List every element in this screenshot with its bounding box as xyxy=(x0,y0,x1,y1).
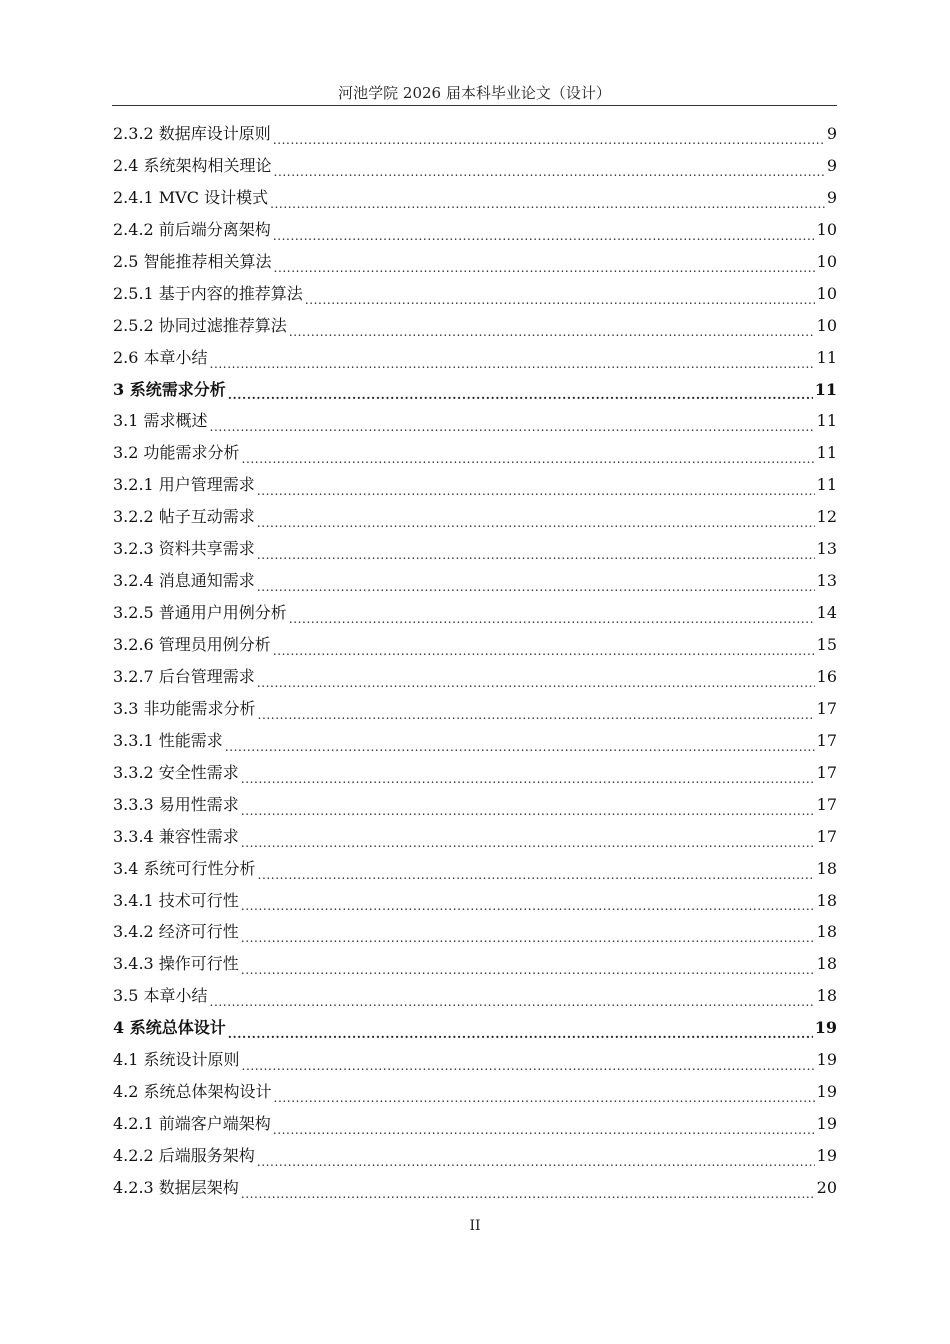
toc-entry-page-number: 10 xyxy=(816,283,837,303)
toc-entry[interactable] xyxy=(113,150,837,182)
toc-entry[interactable] xyxy=(113,821,837,853)
toc-entry[interactable] xyxy=(113,1076,837,1108)
toc-entry[interactable] xyxy=(113,725,837,757)
toc-entry-page-number: 19 xyxy=(816,1082,837,1102)
toc-entry-page-number: 17 xyxy=(816,730,837,750)
toc-entry-page-number: 18 xyxy=(816,986,837,1006)
toc-entry-label: 2.3.2 数据库设计原则 xyxy=(113,124,271,143)
toc-entry[interactable] xyxy=(113,693,837,725)
toc-entry[interactable] xyxy=(113,948,837,980)
toc-entry-label: 2.4 系统架构相关理论 xyxy=(113,155,272,175)
toc-entry-page-number: 9 xyxy=(826,187,837,207)
toc-entry-page-number: 18 xyxy=(816,954,837,974)
toc-dot-leader xyxy=(241,799,815,817)
toc-entry-page-number: 18 xyxy=(816,922,837,942)
toc-entry[interactable] xyxy=(113,342,837,374)
toc-entry-page-number: 11 xyxy=(816,443,837,463)
toc-dot-leader xyxy=(273,128,825,146)
toc-entry-page-number: 15 xyxy=(816,635,837,654)
header-rule xyxy=(112,105,837,106)
toc-entry-label: 2.5.2 协同过滤推荐算法 xyxy=(113,315,287,335)
toc-entry-page-number: 17 xyxy=(816,762,837,782)
toc-entry-page-number: 19 xyxy=(816,1114,837,1134)
toc-entry[interactable] xyxy=(113,1044,837,1076)
toc-dot-leader xyxy=(257,575,815,593)
toc-entry-label: 4.2.2 后端服务架构 xyxy=(113,1146,255,1165)
toc-entry[interactable] xyxy=(113,469,837,501)
toc-entry-page-number: 9 xyxy=(826,155,837,175)
toc-entry[interactable] xyxy=(113,1140,837,1172)
toc-entry[interactable] xyxy=(113,246,837,278)
toc-dot-leader xyxy=(241,831,815,849)
toc-entry-page-number: 10 xyxy=(816,219,837,239)
toc-entry-page-number: 17 xyxy=(816,698,837,718)
toc-entry-label: 3.5 本章小结 xyxy=(113,986,208,1006)
toc-entry-label: 3.2.5 普通用户用例分析 xyxy=(113,603,287,623)
toc-dot-leader xyxy=(270,192,825,210)
toc-entry-label: 3.3.3 易用性需求 xyxy=(113,794,239,814)
toc-dot-leader xyxy=(274,160,825,178)
toc-entry[interactable] xyxy=(113,310,837,342)
toc-entry-label: 3.4 系统可行性分析 xyxy=(113,858,256,878)
toc-entry-label: 3.3.1 性能需求 xyxy=(113,730,223,750)
toc-entry-label: 4.1 系统设计原则 xyxy=(113,1050,240,1070)
toc-entry-label: 3.2.3 资料共享需求 xyxy=(113,539,255,559)
toc-entry-label: 3.4.2 经济可行性 xyxy=(113,922,239,942)
toc-entry-label: 3.1 需求概述 xyxy=(113,411,208,431)
toc-entry[interactable] xyxy=(113,1108,837,1140)
toc-entry-page-number: 20 xyxy=(816,1177,837,1197)
toc-entry-page-number: 17 xyxy=(816,826,837,846)
toc-dot-leader xyxy=(242,1054,815,1072)
toc-dot-leader xyxy=(228,383,813,401)
toc-entry-label: 3.3 非功能需求分析 xyxy=(113,698,256,718)
toc-entry-label: 3.4.3 操作可行性 xyxy=(113,954,239,974)
toc-entry[interactable] xyxy=(113,533,837,565)
toc-entry[interactable] xyxy=(113,757,837,789)
page-number: II xyxy=(469,1218,481,1234)
toc-entry-label: 2.5.1 基于内容的推荐算法 xyxy=(113,283,303,303)
toc-dot-leader xyxy=(273,1118,815,1136)
toc-entry-page-number: 18 xyxy=(816,890,837,910)
toc-entry-page-number: 19 xyxy=(816,1146,837,1165)
toc-entry-label: 4 系统总体设计 xyxy=(113,1018,226,1038)
toc-entry-page-number: 19 xyxy=(814,1018,837,1038)
toc-entry-page-number: 11 xyxy=(816,411,837,431)
toc-entry[interactable] xyxy=(113,214,837,246)
toc-entry-page-number: 17 xyxy=(816,794,837,814)
toc-dot-leader xyxy=(258,863,815,881)
toc-entry-page-number: 18 xyxy=(816,858,837,878)
toc-entry[interactable] xyxy=(113,789,837,821)
toc-dot-leader xyxy=(210,990,815,1008)
toc-entry[interactable] xyxy=(113,118,837,150)
toc-entry[interactable] xyxy=(113,374,837,406)
toc-entry-label: 2.5 智能推荐相关算法 xyxy=(113,251,272,271)
toc-entry-label: 2.6 本章小结 xyxy=(113,347,208,367)
toc-entry-page-number: 12 xyxy=(816,507,837,527)
toc-entry-label: 4.2 系统总体架构设计 xyxy=(113,1082,272,1102)
toc-entry[interactable] xyxy=(113,437,837,469)
toc-entry-label: 3.2.2 帖子互动需求 xyxy=(113,507,255,527)
toc-dot-leader xyxy=(274,1086,815,1104)
toc-entry-page-number: 11 xyxy=(816,475,837,495)
toc-entry-label: 3.2.7 后台管理需求 xyxy=(113,666,255,686)
toc-entry[interactable] xyxy=(113,1172,837,1204)
toc-dot-leader xyxy=(241,926,815,944)
toc-entry-label: 4.2.1 前端客户端架构 xyxy=(113,1114,271,1134)
toc-entry-label: 3.2.6 管理员用例分析 xyxy=(113,635,271,654)
toc-entry-page-number: 14 xyxy=(816,603,837,623)
toc-entry-label: 3 系统需求分析 xyxy=(113,379,226,399)
toc-entry-page-number: 10 xyxy=(816,251,837,271)
toc-entry[interactable] xyxy=(113,405,837,437)
toc-entry[interactable] xyxy=(113,501,837,533)
toc-entry-label: 2.4.2 前后端分离架构 xyxy=(113,219,271,239)
toc-dot-leader xyxy=(305,288,815,306)
toc-entry[interactable] xyxy=(113,597,837,629)
toc-dot-leader xyxy=(241,958,815,976)
toc-entry[interactable] xyxy=(113,565,837,597)
page-header: 河池学院 2026 届本科毕业论文（设计） xyxy=(338,84,611,102)
toc-dot-leader xyxy=(273,639,815,657)
toc-entry-page-number: 11 xyxy=(814,379,837,399)
toc-dot-leader xyxy=(241,1182,815,1200)
toc-dot-leader xyxy=(289,320,815,338)
toc-entry-page-number: 9 xyxy=(826,124,837,143)
toc-dot-leader xyxy=(242,447,815,465)
toc-dot-leader xyxy=(210,352,815,370)
toc-dot-leader xyxy=(257,511,815,529)
toc-entry-label: 2.4.1 MVC 设计模式 xyxy=(113,187,269,207)
toc-entry-page-number: 16 xyxy=(816,666,837,686)
toc-entry-page-number: 13 xyxy=(816,571,837,591)
toc-entry[interactable] xyxy=(113,278,837,310)
toc-entry[interactable] xyxy=(113,661,837,693)
toc-dot-leader xyxy=(274,256,815,274)
toc-dot-leader xyxy=(257,1150,815,1168)
toc-entry[interactable] xyxy=(113,629,837,661)
toc-dot-leader xyxy=(257,671,815,689)
toc-entry[interactable] xyxy=(113,853,837,885)
toc-entry-page-number: 11 xyxy=(816,347,837,367)
toc-dot-leader xyxy=(210,415,815,433)
toc-entry-page-number: 19 xyxy=(816,1050,837,1070)
toc-entry-label: 4.2.3 数据层架构 xyxy=(113,1177,239,1197)
toc-entry-label: 3.3.4 兼容性需求 xyxy=(113,826,239,846)
toc-entry[interactable] xyxy=(113,916,837,948)
toc-entry-label: 3.2.1 用户管理需求 xyxy=(113,475,255,495)
toc-entry-label: 3.2.4 消息通知需求 xyxy=(113,571,255,591)
table-of-contents xyxy=(113,118,837,1204)
toc-entry-page-number: 10 xyxy=(816,315,837,335)
toc-entry[interactable] xyxy=(113,182,837,214)
toc-entry[interactable] xyxy=(113,980,837,1012)
toc-entry[interactable] xyxy=(113,1012,837,1044)
toc-dot-leader xyxy=(257,479,815,497)
toc-dot-leader xyxy=(225,735,815,753)
toc-entry-label: 3.3.2 安全性需求 xyxy=(113,762,239,782)
toc-dot-leader xyxy=(258,703,815,721)
toc-dot-leader xyxy=(228,1022,813,1040)
toc-entry[interactable] xyxy=(113,885,837,917)
toc-dot-leader xyxy=(257,543,815,561)
toc-entry-page-number: 13 xyxy=(816,539,837,559)
toc-dot-leader xyxy=(273,224,815,242)
toc-dot-leader xyxy=(241,894,815,912)
toc-dot-leader xyxy=(241,767,815,785)
toc-entry-label: 3.2 功能需求分析 xyxy=(113,443,240,463)
toc-dot-leader xyxy=(289,607,815,625)
toc-entry-label: 3.4.1 技术可行性 xyxy=(113,890,239,910)
